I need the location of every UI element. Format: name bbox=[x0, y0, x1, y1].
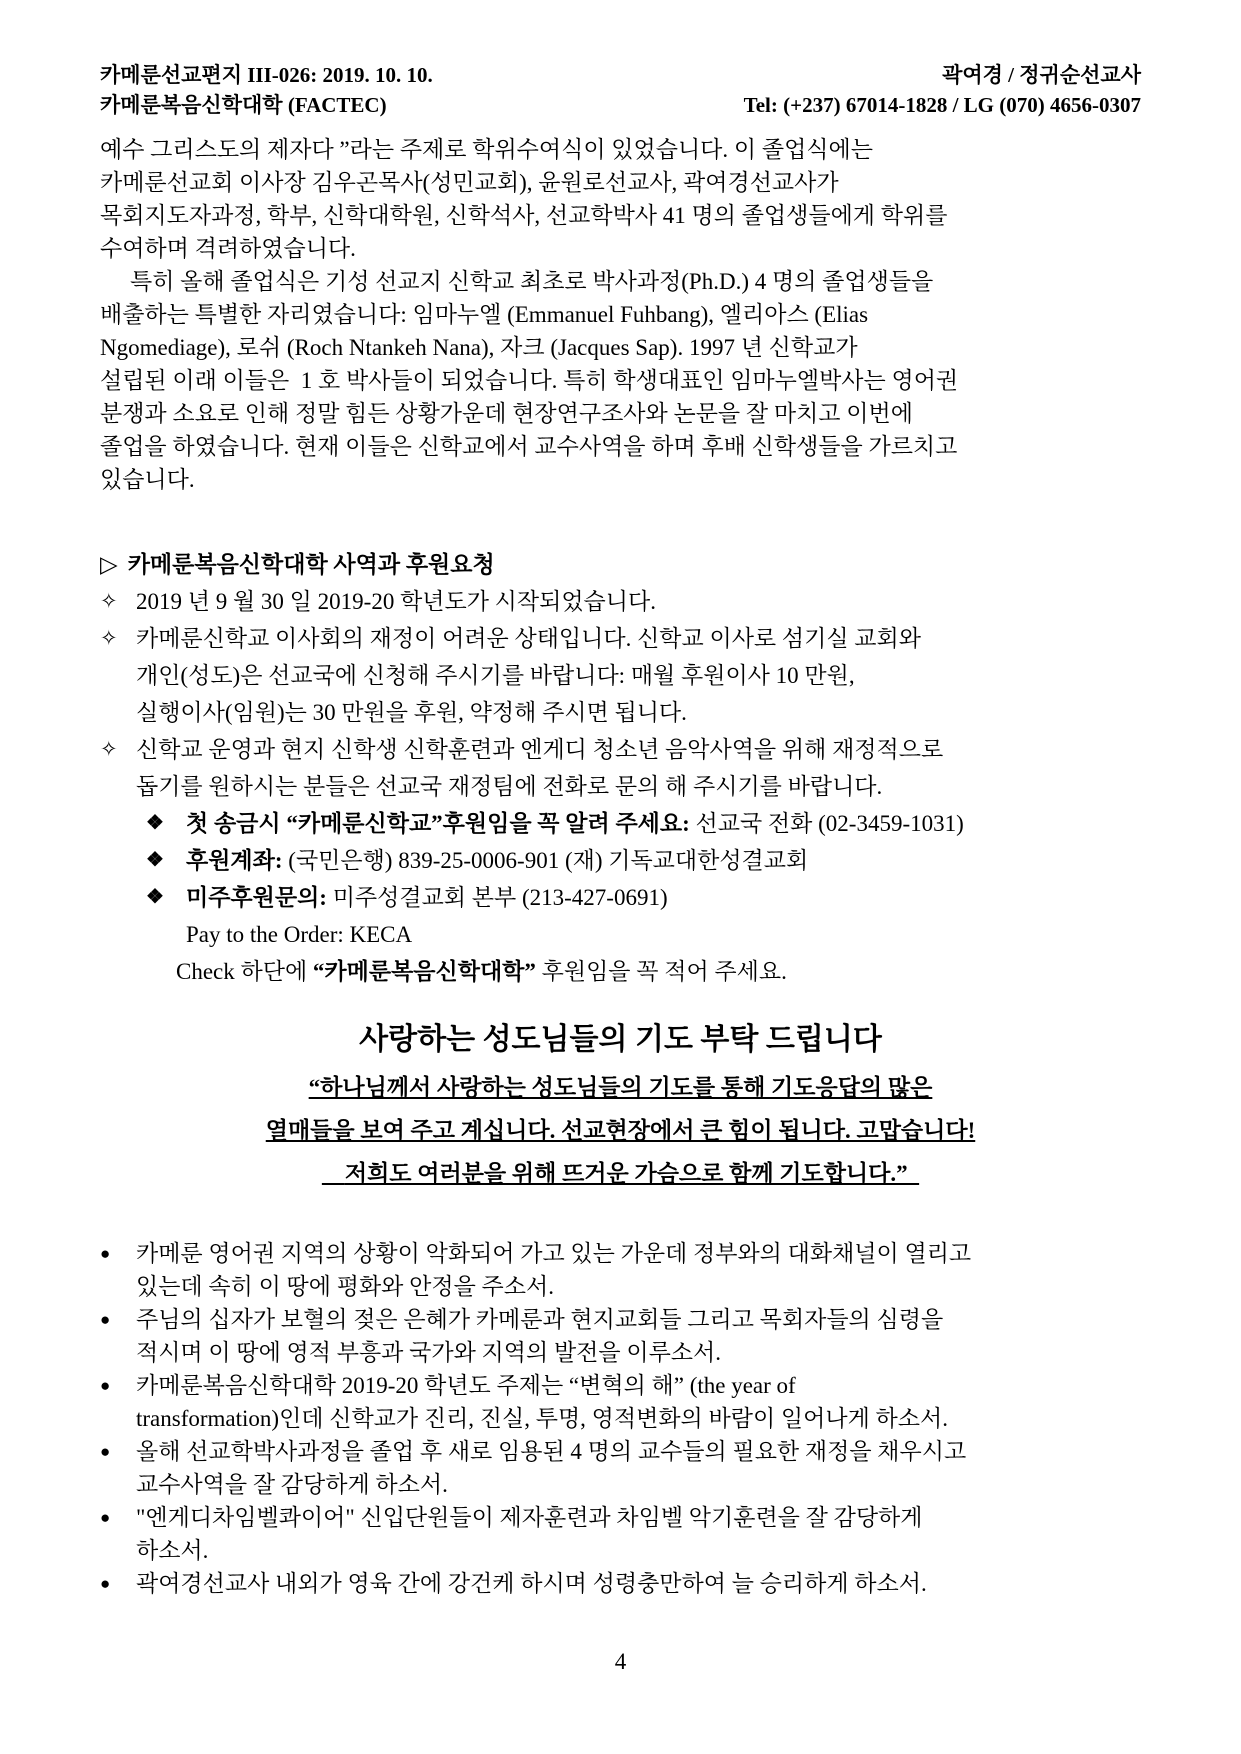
header-right bbox=[744, 60, 1141, 120]
text-line: 2019 년 9 월 30 일 2019-20 학년도가 시작되었습니다. bbox=[136, 589, 656, 614]
text-line: 주님의 십자가 보혈의 젖은 은혜가 카메룬과 현지교회들 그리고 목회자들의 심령을 bbox=[136, 1307, 944, 1332]
text-line: 개인(성도)은 선교국에 신청해 주시기를 바랍니다: 매월 후원이사 10 만원, bbox=[136, 663, 855, 688]
text-line: transformation)인데 신학교가 진리, 진실, 투명, 영적변화의 바람이 일어나게 하소서. bbox=[136, 1406, 948, 1431]
text-line: 카메룬선교회 이사장 김우곤목사(성민교회), 윤원로선교사, 곽여경선교사가 bbox=[100, 170, 839, 195]
diamond-bullet-icon: ✧ bbox=[100, 626, 118, 650]
list-item bbox=[100, 805, 1141, 842]
list-item bbox=[100, 583, 1141, 620]
donation-note-label: 첫 송금시 “카메룬신학교”후원임을 꼭 알려 주세요: bbox=[186, 811, 690, 836]
text-line: 교수사역을 잘 감당하게 하소서. bbox=[136, 1472, 448, 1497]
list-item bbox=[100, 1501, 1141, 1567]
list-item-body bbox=[186, 805, 1141, 842]
quote-line: 열매들을 보여 주고 계십니다. 선교현장에서 큰 힘이 됩니다. 고맙습니다! bbox=[265, 1118, 976, 1143]
check-memo-line bbox=[100, 953, 1141, 990]
list-item bbox=[100, 879, 1141, 916]
triangle-marker-icon: ▷ bbox=[100, 552, 118, 577]
newsletter-title: 카메룬선교편지 III-026: 2019. 10. 10. bbox=[100, 63, 433, 87]
header-left bbox=[100, 60, 433, 120]
list-item bbox=[100, 731, 1141, 805]
text-line: 카메룬 영어권 지역의 상황이 악화되어 가고 있는 가운데 정부와의 대화채널이 열리고 bbox=[136, 1241, 972, 1266]
text-line: 적시며 이 땅에 영적 부흥과 국가와 지역의 발전을 이루소서. bbox=[136, 1340, 721, 1365]
dot-bullet-icon: ● bbox=[100, 1376, 111, 1395]
text-line: 곽여경선교사 내외가 영육 간에 강건케 하시며 성령충만하여 늘 승리하게 하소서. bbox=[136, 1571, 927, 1596]
list-item-body bbox=[136, 1369, 1141, 1435]
list-item-body bbox=[136, 731, 1141, 805]
organization-name: 카메룬복음신학대학 (FACTEC) bbox=[100, 93, 387, 117]
list-item bbox=[100, 1435, 1141, 1501]
list-item-body bbox=[136, 1501, 1141, 1567]
black-diamond-bullet-icon: ❖ bbox=[146, 886, 164, 908]
list-item bbox=[100, 1303, 1141, 1369]
dot-bullet-icon: ● bbox=[100, 1508, 111, 1527]
quote-line: 저희도 여러분을 위해 뜨거운 가슴으로 함께 기도합니다.” bbox=[321, 1161, 920, 1186]
page-number: 4 bbox=[614, 1649, 627, 1674]
missionary-names: 곽여경 / 정귀순선교사 bbox=[942, 63, 1141, 87]
list-item-body bbox=[136, 620, 1141, 731]
list-item-body bbox=[136, 1237, 1141, 1303]
text-line: "엔게디차임벨콰이어" 신입단원들이 제자훈련과 차임벨 악기훈련을 잘 감당하게 bbox=[136, 1505, 923, 1530]
text-line: 카메룬신학교 이사회의 재정이 어려운 상태입니다. 신학교 이사로 섬기실 교회와 bbox=[136, 626, 921, 651]
diamond-bullet-icon: ✧ bbox=[100, 737, 118, 761]
text-line: 예수 그리스도의 제자다 ”라는 주제로 학위수여식이 있었습니다. 이 졸업식에는 bbox=[100, 137, 873, 162]
text-line: 목회지도자과정, 학부, 신학대학원, 신학석사, 선교학박사 41 명의 졸업생들에게 학위를 bbox=[100, 203, 948, 228]
donation-note-value: 선교국 전화 (02-3459-1031) bbox=[689, 811, 964, 836]
text-line: 졸업을 하였습니다. 현재 이들은 신학교에서 교수사역을 하며 후배 신학생들을 가르치고 bbox=[100, 434, 958, 459]
list-item-body bbox=[136, 1435, 1141, 1501]
text-line: 배출하는 특별한 자리였습니다: 임마누엘 (Emmanuel Fuhbang), 엘리아스 (Elias bbox=[100, 302, 869, 327]
text-line: 수여하며 격려하였습니다. bbox=[100, 236, 356, 261]
us-donation-value: 미주성결교회 본부 (213-427-0691) bbox=[326, 885, 668, 910]
dot-bullet-icon: ● bbox=[100, 1574, 111, 1593]
prayer-requests-list bbox=[100, 1237, 1141, 1600]
dot-bullet-icon: ● bbox=[100, 1442, 111, 1461]
dot-bullet-icon: ● bbox=[100, 1244, 111, 1263]
dot-bullet-icon: ● bbox=[100, 1310, 111, 1329]
donation-details-list bbox=[100, 805, 1141, 916]
contact-phones: Tel: (+237) 67014-1828 / LG (070) 4656-0307 bbox=[743, 93, 1141, 117]
pay-to-order-line: Pay to the Order: KECA bbox=[186, 922, 413, 947]
black-diamond-bullet-icon: ❖ bbox=[146, 849, 164, 871]
text-line: 신학교 운영과 현지 신학생 신학훈련과 엔게디 청소년 음악사역을 위해 재정적으로 bbox=[136, 737, 944, 762]
gratitude-quote bbox=[100, 1066, 1141, 1195]
bank-account-value: (국민은행) 839-25-0006-901 (재) 기독교대한성결교회 bbox=[282, 848, 809, 873]
list-item-body bbox=[136, 583, 1141, 620]
list-item bbox=[100, 842, 1141, 879]
list-item-body bbox=[136, 1567, 1141, 1600]
list-item bbox=[100, 1567, 1141, 1600]
quote-line: “하나님께서 사랑하는 성도님들의 기도를 통해 기도응답의 많은 bbox=[308, 1075, 933, 1100]
text-line: 설립된 이래 이들은 1 호 박사들이 되었습니다. 특히 학생대표인 임마누엘박사는 영어권 bbox=[100, 368, 959, 393]
list-item-body bbox=[186, 842, 1141, 879]
list-item bbox=[100, 620, 1141, 731]
page-header bbox=[100, 60, 1141, 120]
prayer-request-title: 사랑하는 성도님들의 기도 부탁 드립니다 bbox=[359, 1023, 882, 1056]
list-item-body bbox=[136, 1303, 1141, 1369]
text-line: 돕기를 원하시는 분들은 선교국 재정팀에 전화로 문의 해 주시기를 바랍니다. bbox=[136, 774, 883, 799]
paragraph-graduation-ceremony bbox=[100, 133, 1141, 265]
black-diamond-bullet-icon: ❖ bbox=[146, 812, 164, 834]
diamond-bullet-icon: ✧ bbox=[100, 589, 118, 613]
section-title: 카메룬복음신학대학 사역과 후원요청 bbox=[127, 552, 495, 577]
check-memo-pre: Check 하단에 bbox=[176, 959, 313, 984]
text-line: 특히 올해 졸업식은 기성 선교지 신학교 최초로 박사과정(Ph.D.) 4 명의 졸업생들을 bbox=[130, 269, 934, 294]
check-memo-post: 후원임을 꼭 적어 주세요. bbox=[535, 959, 787, 984]
text-line: 카메룬복음신학대학 2019-20 학년도 주제는 “변혁의 해” (the year of bbox=[136, 1373, 796, 1398]
list-item bbox=[100, 1369, 1141, 1435]
text-line: 있습니다. bbox=[100, 467, 195, 492]
check-memo-school-name: “카메룬복음신학대학” bbox=[312, 959, 536, 984]
text-line: 하소서. bbox=[136, 1538, 209, 1563]
text-line: 실행이사(임원)는 30 만원을 후원, 약정해 주시면 됩니다. bbox=[136, 700, 687, 725]
bank-account-label: 후원계좌: bbox=[186, 848, 283, 873]
text-line: 있는데 속히 이 땅에 평화와 안정을 주소서. bbox=[136, 1274, 554, 1299]
support-info-list bbox=[100, 583, 1141, 805]
list-item-body bbox=[186, 879, 1141, 916]
text-line: 분쟁과 소요로 인해 정말 힘든 상황가운데 현장연구조사와 논문을 잘 마치고 이번에 bbox=[100, 401, 913, 426]
text-line: Ngomediage), 로쉬 (Roch Ntankeh Nana), 자크 (Jacques Sap). 1997 년 신학교가 bbox=[100, 335, 858, 360]
text-line: 올해 선교학박사과정을 졸업 후 새로 임용된 4 명의 교수들의 필요한 재정을 채우시고 bbox=[136, 1439, 967, 1464]
us-donation-label: 미주후원문의: bbox=[186, 885, 327, 910]
section-heading-support-request bbox=[100, 546, 1141, 583]
list-item bbox=[100, 1237, 1141, 1303]
paragraph-phd-graduates bbox=[100, 265, 1141, 496]
